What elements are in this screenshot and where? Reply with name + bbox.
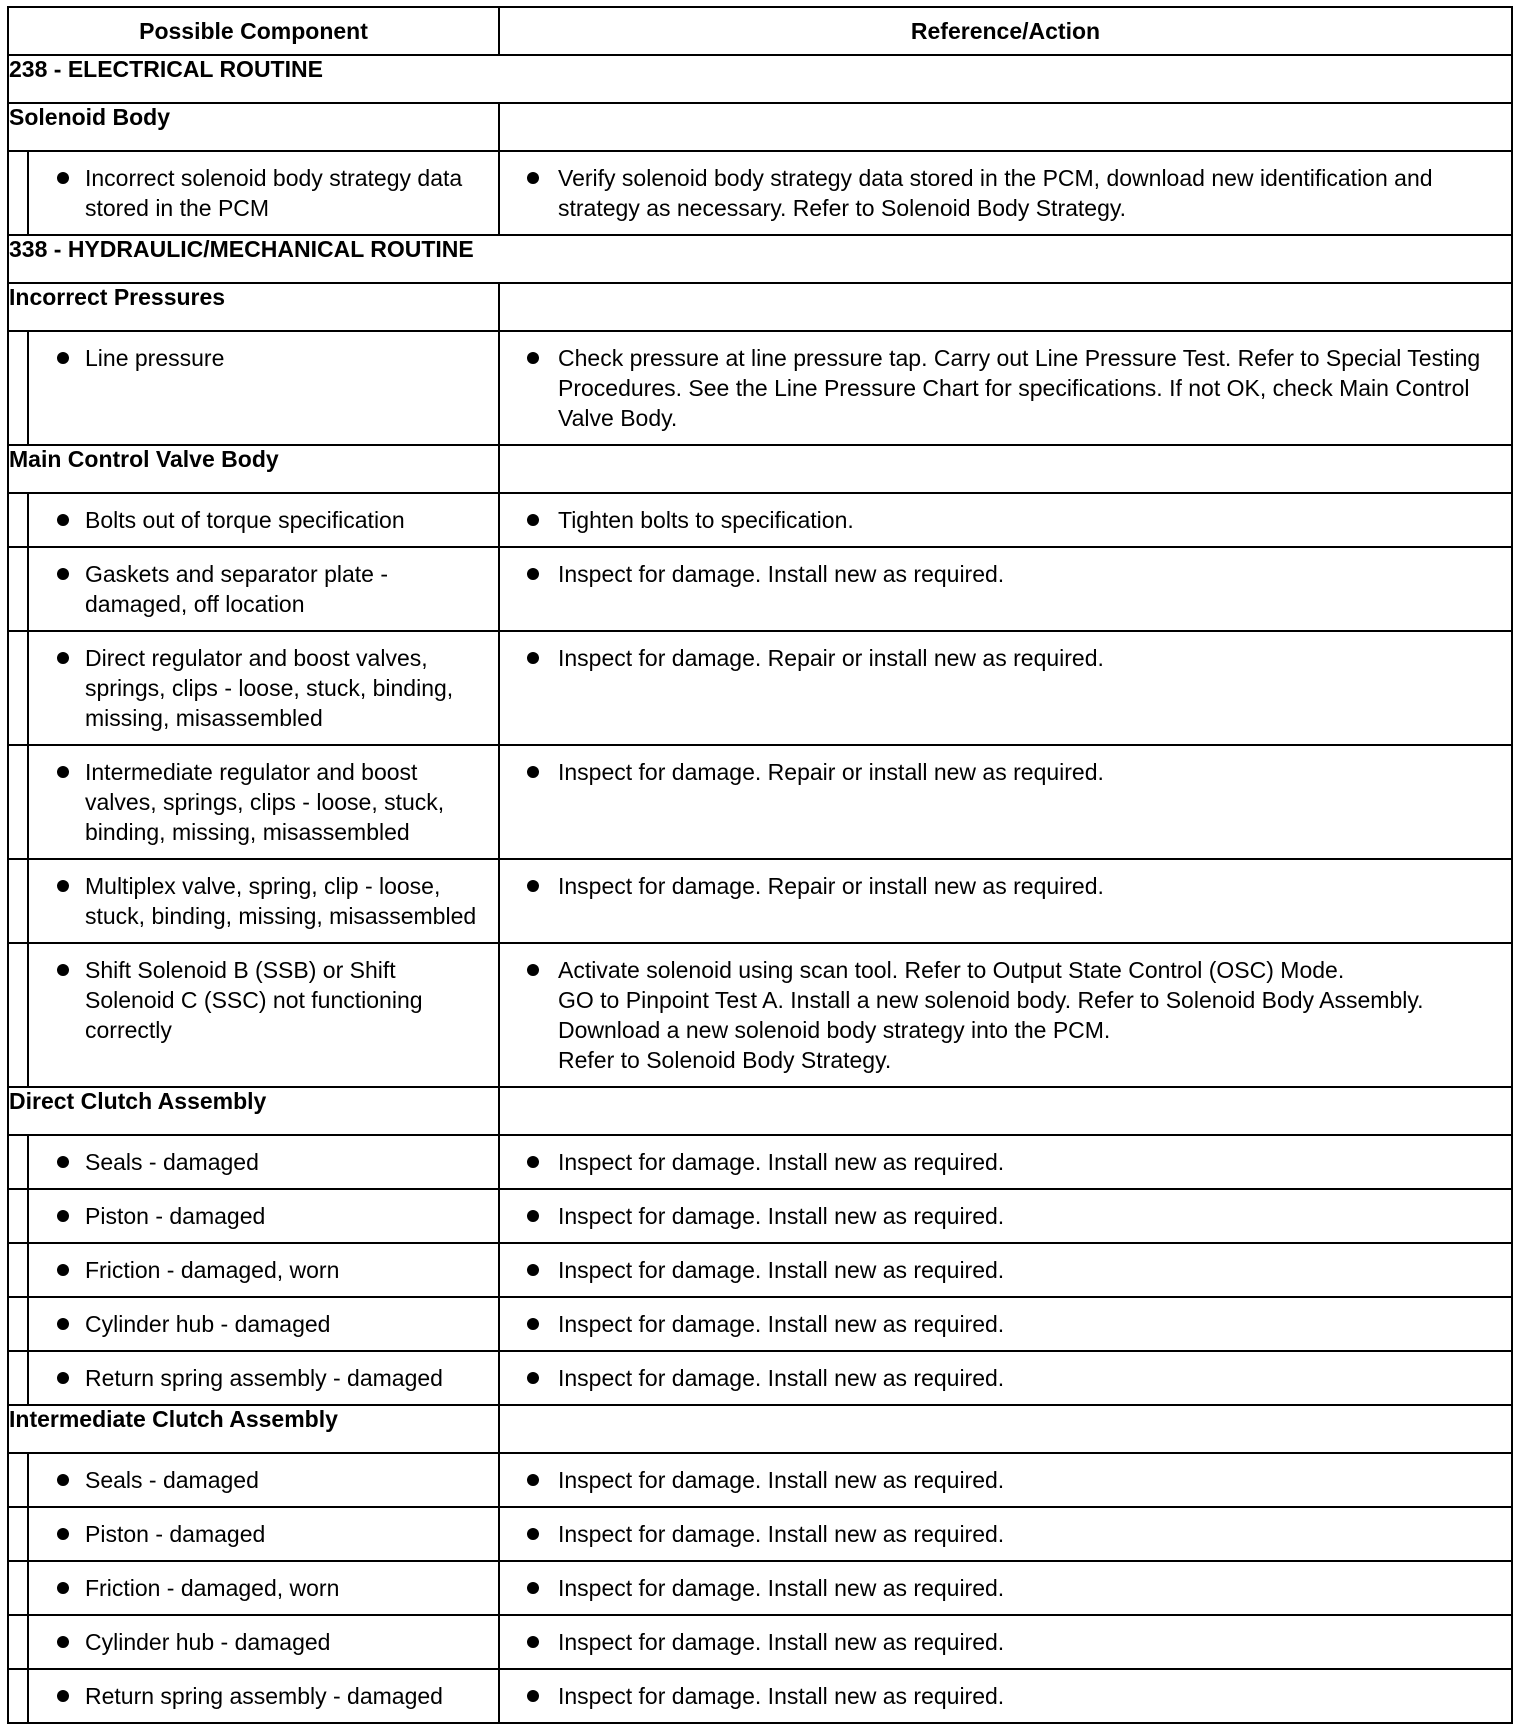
diagnostic-table [7, 6, 1513, 1724]
group-title: Incorrect Pressures [8, 283, 499, 331]
action-entry [500, 746, 1511, 798]
action-text: Inspect for damage. Repair or install new as required. [558, 873, 1104, 899]
bullet-icon [527, 1210, 539, 1222]
indent-cell [8, 745, 28, 859]
component-text: Piston - damaged [85, 1203, 266, 1229]
table-row [8, 1135, 1512, 1189]
action-entry [500, 1454, 1511, 1506]
group-row [8, 445, 1512, 493]
indent-cell [8, 1453, 28, 1507]
component-entry [29, 494, 498, 546]
action-text: Inspect for damage. Install new as required. [558, 1575, 1005, 1601]
component-cell [28, 151, 499, 235]
component-text: Return spring assembly - damaged [85, 1365, 443, 1391]
action-text: Inspect for damage. Install new as required. [558, 1521, 1005, 1547]
action-text: Inspect for damage. Install new as required. [558, 1311, 1005, 1337]
component-entry [29, 1562, 498, 1614]
bullet-icon [527, 964, 539, 976]
indent-cell [8, 1615, 28, 1669]
group-row [8, 103, 1512, 151]
component-cell [28, 1297, 499, 1351]
group-row [8, 1405, 1512, 1453]
action-cell [499, 859, 1512, 943]
indent-cell [8, 1507, 28, 1561]
component-entry [29, 860, 498, 942]
table-row [8, 1189, 1512, 1243]
bullet-icon [527, 766, 539, 778]
group-title: Solenoid Body [8, 103, 499, 151]
component-cell [28, 547, 499, 631]
component-cell [28, 1507, 499, 1561]
section-title: 338 - HYDRAULIC/MECHANICAL ROUTINE [8, 235, 1512, 283]
table-row [8, 151, 1512, 235]
group-title: Main Control Valve Body [8, 445, 499, 493]
action-text: Inspect for damage. Install new as required. [558, 1257, 1005, 1283]
table-row [8, 1615, 1512, 1669]
component-entry [29, 1670, 498, 1722]
action-cell [499, 151, 1512, 235]
table-row [8, 631, 1512, 745]
action-text: Check pressure at line pressure tap. Carry out Line Pressure Test. Refer to Special Testing Procedures. See the Line Pressure Chart for specifications. If not OK, check Main Control Valve Body. [558, 345, 1481, 431]
indent-cell [8, 1297, 28, 1351]
table-row [8, 1669, 1512, 1723]
action-cell [499, 493, 1512, 547]
bullet-icon [527, 1372, 539, 1384]
indent-cell [8, 493, 28, 547]
bullet-icon [527, 352, 539, 364]
action-text: Inspect for damage. Install new as required. [558, 1629, 1005, 1655]
table-body [8, 55, 1512, 1723]
action-text: Inspect for damage. Install new as required. [558, 561, 1005, 587]
bullet-icon [527, 568, 539, 580]
component-text: Incorrect solenoid body strategy data stored in the PCM [85, 165, 463, 221]
component-text: Seals - damaged [85, 1149, 259, 1175]
section-title: 238 - ELECTRICAL ROUTINE [8, 55, 1512, 103]
action-entry [500, 1670, 1511, 1722]
bullet-icon [57, 1156, 69, 1168]
group-empty-cell [499, 1405, 1512, 1453]
component-text: Intermediate regulator and boost valves, springs, clips - loose, stuck, binding, missing, misassembled [85, 759, 445, 845]
action-text: Inspect for damage. Repair or install new as required. [558, 759, 1104, 785]
component-cell [28, 1189, 499, 1243]
table-row [8, 1297, 1512, 1351]
table-row [8, 547, 1512, 631]
indent-cell [8, 859, 28, 943]
action-entry [500, 548, 1511, 600]
table-row [8, 745, 1512, 859]
table-row [8, 1507, 1512, 1561]
component-entry [29, 1244, 498, 1296]
indent-cell [8, 331, 28, 445]
action-entry [500, 1244, 1511, 1296]
bullet-icon [57, 1582, 69, 1594]
group-row [8, 1087, 1512, 1135]
indent-cell [8, 151, 28, 235]
bullet-icon [527, 1474, 539, 1486]
component-text: Cylinder hub - damaged [85, 1629, 331, 1655]
action-entry [500, 152, 1511, 234]
table-row [8, 859, 1512, 943]
component-cell [28, 1351, 499, 1405]
action-cell [499, 1453, 1512, 1507]
action-entry [500, 1352, 1511, 1404]
bullet-icon [57, 1264, 69, 1276]
component-cell [28, 631, 499, 745]
component-cell [28, 745, 499, 859]
component-text: Cylinder hub - damaged [85, 1311, 331, 1337]
indent-cell [8, 943, 28, 1087]
bullet-icon [527, 652, 539, 664]
action-entry [500, 1562, 1511, 1614]
component-text: Line pressure [85, 345, 225, 371]
action-cell [499, 1507, 1512, 1561]
action-entry [500, 1508, 1511, 1560]
action-text: Activate solenoid using scan tool. Refer to Output State Control (OSC) Mode. GO to Pinpoint Test A. Install a new solenoid body. Refer to Solenoid Body Assembly. Download a new solenoid body strategy into the PCM. Refer to Solenoid Body Strategy. [558, 957, 1424, 1073]
component-cell [28, 1669, 499, 1723]
group-empty-cell [499, 103, 1512, 151]
action-cell [499, 1243, 1512, 1297]
component-text: Bolts out of torque specification [85, 507, 405, 533]
action-cell [499, 331, 1512, 445]
bullet-icon [527, 1318, 539, 1330]
bullet-icon [527, 1528, 539, 1540]
action-entry [500, 494, 1511, 546]
component-text: Direct regulator and boost valves, springs, clips - loose, stuck, binding, missing, misassembled [85, 645, 454, 731]
component-cell [28, 1561, 499, 1615]
component-entry [29, 746, 498, 858]
bullet-icon [527, 1264, 539, 1276]
table-row [8, 331, 1512, 445]
component-entry [29, 152, 498, 234]
indent-cell [8, 1351, 28, 1405]
bullet-icon [57, 568, 69, 580]
action-entry [500, 944, 1511, 1086]
bullet-icon [527, 880, 539, 892]
table-row [8, 1243, 1512, 1297]
action-cell [499, 631, 1512, 745]
section-row [8, 235, 1512, 283]
action-entry [500, 860, 1511, 912]
action-entry [500, 332, 1511, 444]
bullet-icon [527, 1156, 539, 1168]
action-text: Tighten bolts to specification. [558, 507, 854, 533]
table-row [8, 1351, 1512, 1405]
table-header-row [8, 7, 1512, 55]
bullet-icon [527, 1582, 539, 1594]
action-text: Verify solenoid body strategy data stored in the PCM, download new identification and strategy as necessary. Refer to Solenoid Body Strategy. [558, 165, 1433, 221]
component-entry [29, 632, 498, 744]
component-cell [28, 493, 499, 547]
action-entry [500, 1298, 1511, 1350]
bullet-icon [57, 1690, 69, 1702]
action-cell [499, 1561, 1512, 1615]
action-cell [499, 547, 1512, 631]
bullet-icon [57, 352, 69, 364]
bullet-icon [57, 1528, 69, 1540]
component-cell [28, 1453, 499, 1507]
group-row [8, 283, 1512, 331]
bullet-icon [527, 1690, 539, 1702]
component-text: Shift Solenoid B (SSB) or Shift Solenoid C (SSC) not functioning correctly [85, 957, 423, 1043]
group-title: Intermediate Clutch Assembly [8, 1405, 499, 1453]
section-row [8, 55, 1512, 103]
component-entry [29, 1616, 498, 1668]
bullet-icon [57, 766, 69, 778]
action-text: Inspect for damage. Repair or install new as required. [558, 645, 1104, 671]
component-entry [29, 548, 498, 630]
component-text: Gaskets and separator plate - damaged, off location [85, 561, 388, 617]
bullet-icon [57, 652, 69, 664]
bullet-icon [57, 1210, 69, 1222]
table-row [8, 493, 1512, 547]
action-cell [499, 1189, 1512, 1243]
action-cell [499, 1297, 1512, 1351]
bullet-icon [57, 880, 69, 892]
group-empty-cell [499, 445, 1512, 493]
indent-cell [8, 547, 28, 631]
group-title: Direct Clutch Assembly [8, 1087, 499, 1135]
component-entry [29, 944, 498, 1056]
indent-cell [8, 1243, 28, 1297]
indent-cell [8, 631, 28, 745]
component-entry [29, 1454, 498, 1506]
component-cell [28, 1135, 499, 1189]
indent-cell [8, 1561, 28, 1615]
component-cell [28, 1243, 499, 1297]
bullet-icon [527, 514, 539, 526]
action-cell [499, 745, 1512, 859]
component-cell [28, 1615, 499, 1669]
component-entry [29, 1136, 498, 1188]
group-empty-cell [499, 1087, 1512, 1135]
action-cell [499, 1615, 1512, 1669]
component-text: Return spring assembly - damaged [85, 1683, 443, 1709]
indent-cell [8, 1669, 28, 1723]
table-row [8, 1453, 1512, 1507]
bullet-icon [57, 1318, 69, 1330]
component-text: Seals - damaged [85, 1467, 259, 1493]
component-cell [28, 943, 499, 1087]
bullet-icon [57, 172, 69, 184]
bullet-icon [57, 1372, 69, 1384]
bullet-icon [57, 514, 69, 526]
component-entry [29, 1508, 498, 1560]
component-cell [28, 331, 499, 445]
indent-cell [8, 1189, 28, 1243]
table-row [8, 943, 1512, 1087]
action-text: Inspect for damage. Install new as required. [558, 1683, 1005, 1709]
header-reference-action: Reference/Action [499, 7, 1512, 55]
action-text: Inspect for damage. Install new as required. [558, 1149, 1005, 1175]
action-entry [500, 1616, 1511, 1668]
component-entry [29, 1298, 498, 1350]
component-cell [28, 859, 499, 943]
component-text: Friction - damaged, worn [85, 1575, 340, 1601]
component-text: Piston - damaged [85, 1521, 266, 1547]
component-text: Friction - damaged, worn [85, 1257, 340, 1283]
action-cell [499, 1351, 1512, 1405]
bullet-icon [527, 1636, 539, 1648]
table-row [8, 1561, 1512, 1615]
bullet-icon [57, 964, 69, 976]
action-text: Inspect for damage. Install new as required. [558, 1203, 1005, 1229]
component-entry [29, 1352, 498, 1404]
action-entry [500, 632, 1511, 684]
action-entry [500, 1136, 1511, 1188]
action-cell [499, 1669, 1512, 1723]
action-cell [499, 943, 1512, 1087]
component-entry [29, 1190, 498, 1242]
action-text: Inspect for damage. Install new as required. [558, 1365, 1005, 1391]
action-cell [499, 1135, 1512, 1189]
component-text: Multiplex valve, spring, clip - loose, stuck, binding, missing, misassembled [85, 873, 477, 929]
bullet-icon [57, 1474, 69, 1486]
action-text: Inspect for damage. Install new as required. [558, 1467, 1005, 1493]
bullet-icon [527, 172, 539, 184]
group-empty-cell [499, 283, 1512, 331]
bullet-icon [57, 1636, 69, 1648]
component-entry [29, 332, 498, 384]
indent-cell [8, 1135, 28, 1189]
action-entry [500, 1190, 1511, 1242]
header-possible-component: Possible Component [8, 7, 499, 55]
